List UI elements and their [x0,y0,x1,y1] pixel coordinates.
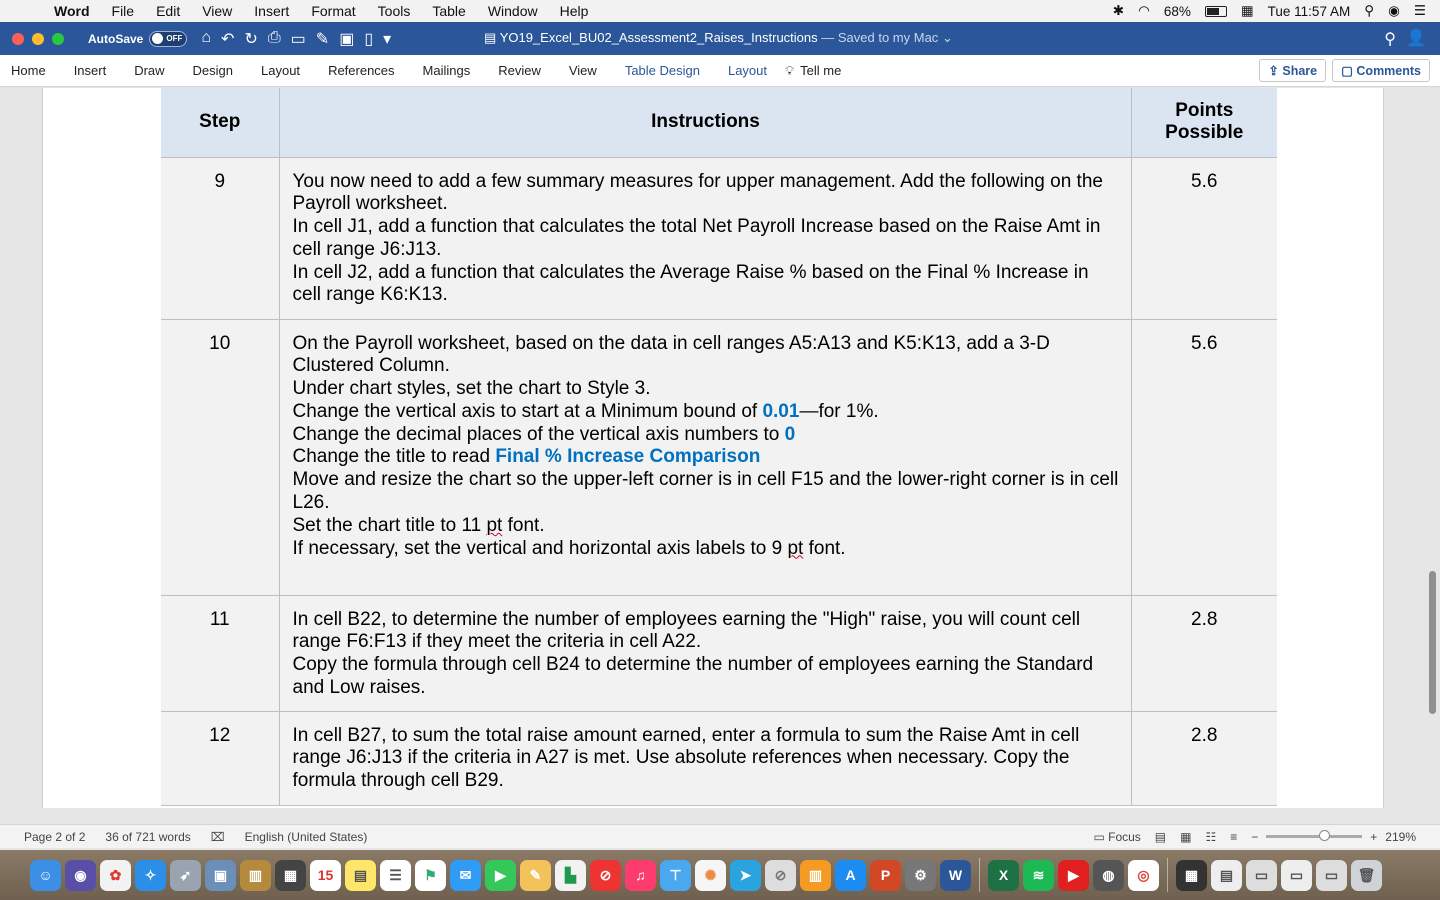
status-bar [0,824,1440,848]
quick-access-toolbar [201,29,391,49]
instruction-cell[interactable] [279,711,1131,805]
tab-table-layout[interactable]: Layout [727,63,768,78]
music-icon[interactable]: ♫ [625,860,656,891]
recent-window-thumbnail[interactable]: ▭ [1246,860,1277,891]
spelling-flag-pt: pt [787,537,804,559]
siri-dock-icon[interactable]: ◉ [65,860,96,891]
zoom-window-button[interactable] [52,33,64,45]
instruction-line [293,515,1119,538]
zoom-level[interactable]: 219% [1385,829,1416,844]
facetime-icon[interactable]: ▶ [485,860,516,891]
title-font-text: Set the chart title to 11 [292,514,487,536]
instruction-line: Move and resize the chart so the upper-left corner is in cell F15 and the lower-right corner is in cell L26. [292,469,1119,514]
share-icon: ⇪ [1268,64,1283,78]
saved-status: — Saved to my Mac [821,30,939,45]
photos-icon[interactable]: ✺ [695,860,726,891]
table-row [161,319,1277,595]
menu-insert[interactable]: Insert [254,3,290,19]
siri-icon[interactable]: ◉ [1388,3,1400,18]
recent-window-thumbnail[interactable]: ▭ [1316,860,1347,891]
instruction-line: You now need to add a few summary measures for upper management. Add the following on the Payroll worksheet. [292,170,1103,215]
tab-home[interactable]: Home [11,63,46,78]
clock[interactable]: Tue 11:57 AM [1267,3,1351,19]
focus-button[interactable] [1093,830,1140,844]
points-value[interactable]: 5.6 [1131,319,1277,595]
title-chevron-down-icon: ⌄ [941,30,953,45]
tab-draw[interactable]: Draw [134,63,165,78]
share-label: Share [1282,64,1318,78]
launchpad-icon[interactable]: ➶ [170,860,201,891]
points-value[interactable]: 2.8 [1131,711,1277,805]
step-number[interactable]: 11 [161,595,279,711]
instruction-line [293,424,1119,447]
tab-design[interactable]: Design [192,63,234,78]
customize-toolbar-icon[interactable]: ▾ [383,30,392,48]
document-area[interactable] [0,88,1440,808]
header-step: Step [161,88,279,157]
finder-icon[interactable]: ☺ [30,860,61,891]
window-controls [0,33,64,45]
zoom-out-icon[interactable]: − [1251,829,1259,844]
instruction-line: Copy the formula through cell B24 to determine the number of employees earning the Standard and Low raises. [292,654,1094,698]
ribbon-actions [1259,59,1440,82]
system-preferences-icon[interactable]: ⚙ [905,860,936,891]
language[interactable]: English (United States) [244,829,368,844]
document-title[interactable] [484,30,953,46]
instruction-cell[interactable] [279,319,1131,595]
excel-icon[interactable]: X [988,860,1019,891]
zoom-slider[interactable] [1266,835,1362,838]
word-doc-icon: ▤ [484,30,497,45]
instruction-line [293,446,1119,469]
powerpoint-icon[interactable]: P [870,860,901,891]
word-titlebar [0,22,1440,55]
menu-view[interactable]: View [202,3,233,19]
chart-title-value: Final % Increase Comparison [495,446,761,468]
spotlight-search-icon[interactable]: ⚲ [1364,3,1375,18]
recent-window-thumbnail[interactable]: ▦ [1176,860,1207,891]
instruction-line: In cell J2, add a function that calculates the Average Raise % based on the Final % Increase in cell range K6:K13. [292,261,1089,306]
safari-icon[interactable]: ✧ [135,860,166,891]
autosave-label: AutoSave [88,31,144,46]
menu-format[interactable]: Format [311,3,356,19]
tab-layout[interactable]: Layout [261,63,301,78]
table-row [161,711,1277,805]
recent-window-thumbnail[interactable]: ▤ [1211,860,1242,891]
outline-view-icon[interactable]: ☷ [1205,829,1217,844]
share-button[interactable] [1259,59,1326,82]
print-icon[interactable]: ⎙ [267,28,281,46]
menu-table[interactable]: Table [432,3,466,19]
edit-icon[interactable]: ✎ [315,30,330,48]
autosave-control [88,31,187,47]
notes-icon[interactable]: ▤ [345,860,376,891]
menu-help[interactable]: Help [559,3,589,19]
reminders-icon[interactable]: ☰ [380,860,411,891]
battery-percent[interactable]: 68% [1163,3,1191,19]
font-suffix: font. [502,514,545,536]
redo-icon[interactable]: ↻ [244,30,258,48]
macos-menubar [0,0,1440,22]
photos-grid-icon[interactable]: ✿ [100,860,131,891]
zoom-control [1251,830,1416,844]
search-icon[interactable]: ⚲ [1384,31,1396,48]
document-name: YO19_Excel_BU02_Assessment2_Raises_Instructions [499,30,818,45]
zoom-slider-thumb[interactable] [1319,830,1330,841]
min-bound-suffix: —for 1%. [799,400,879,422]
no-entry-icon[interactable]: ⊘ [590,860,621,891]
macos-dock [0,850,1440,900]
blocked-app-icon[interactable]: ⊘ [765,860,796,891]
header-points-line1: Points [1175,100,1234,122]
close-window-button[interactable] [12,33,24,45]
zoom-in-icon[interactable]: + [1370,829,1378,844]
proofing-icon[interactable]: ⌧ [210,829,225,844]
instructions-table [161,88,1277,806]
toggle-knob [152,33,163,44]
utility-icon[interactable]: ◍ [1093,860,1124,891]
print-layout-icon[interactable]: ▤ [1154,829,1167,844]
undo-icon[interactable]: ↶ [221,30,235,48]
bluetooth-icon[interactable]: ✱ [1112,3,1125,18]
numbers-icon[interactable]: ▙ [555,860,586,891]
min-bound-value: 0.01 [762,400,800,422]
axis-font-text: If necessary, set the vertical and horizontal axis labels to 9 [292,537,788,559]
word-icon[interactable]: W [940,860,971,891]
spotify-icon[interactable]: ≋ [1023,860,1054,891]
minimize-window-button[interactable] [32,33,44,45]
table-row [161,157,1277,319]
title-text: Change the title to read [292,446,496,468]
decimal-text: Change the decimal places of the vertical axis numbers to [292,423,785,445]
step-number[interactable]: 10 [161,319,279,595]
chrome-icon[interactable]: ◎ [1128,860,1159,891]
page-count[interactable]: Page 2 of 2 [24,829,86,844]
calendar-dock-icon[interactable]: 15 [310,860,341,891]
wifi-icon[interactable]: ◠ [1138,3,1150,18]
autosave-state: OFF [166,34,183,43]
lightbulb-icon: 💡︎ [785,62,795,78]
menu-file[interactable]: File [111,3,135,19]
font-suffix: font. [803,537,846,559]
instruction-cell[interactable] [279,157,1131,319]
keynote-icon[interactable]: ⊤ [660,860,691,891]
dock-separator [1167,858,1168,892]
dock-separator [979,858,980,892]
decimal-value: 0 [784,423,796,445]
header-points-line2: Possible [1165,122,1244,144]
maps-icon[interactable]: ⚑ [415,860,446,891]
focus-icon: ▭ [1093,829,1109,844]
points-value[interactable]: 2.8 [1131,595,1277,711]
step-number[interactable]: 9 [161,157,279,319]
instruction-line: In cell J1, add a function that calculates the total Net Payroll Increase based on the Raise Amt in cell range J6:J13. [292,216,1101,260]
tab-mailings[interactable]: Mailings [422,63,471,78]
document-page[interactable] [42,88,1384,808]
recent-window-thumbnail[interactable]: ▭ [1281,860,1312,891]
menu-window[interactable]: Window [487,3,538,19]
tab-view[interactable]: View [568,63,597,78]
instruction-line: In cell B22, to determine the number of employees earning the "High" raise, you will count cell range F6:F13 if they meet the criteria in cell A22. [292,608,1081,653]
header-instructions: Instructions [279,88,1131,157]
web-layout-icon[interactable]: ▦ [1180,829,1192,844]
header-points-possible [1131,88,1277,157]
notebook-icon[interactable]: ▥ [240,860,271,891]
table-row [161,595,1277,711]
spelling-flag-pt: pt [486,514,503,536]
focus-label: Focus [1108,829,1141,844]
tab-insert[interactable]: Insert [73,63,107,78]
template-icon[interactable]: ▭ [290,30,306,48]
tab-review[interactable]: Review [498,63,541,78]
comments-button[interactable] [1332,59,1430,82]
ribbon-tabs [0,55,1440,87]
instruction-line: Under chart styles, set the chart to Style 3. [292,378,651,400]
tell-me-label: Tell me [800,63,842,78]
tell-me-box[interactable] [781,63,841,79]
draft-view-icon[interactable]: ≡ [1230,829,1238,844]
books-icon[interactable]: ▥ [800,860,831,891]
save-icon[interactable]: ▣ [339,30,355,48]
trash-icon[interactable]: 🗑︎ [1351,860,1382,891]
points-value[interactable]: 5.6 [1131,157,1277,319]
instruction-line [293,538,1119,561]
new-document-icon[interactable]: ▯ [364,30,374,48]
comments-label: Comments [1356,64,1421,78]
app-store-icon[interactable]: A [835,860,866,891]
instruction-line [293,401,1119,424]
battery-icon[interactable] [1205,6,1227,17]
comment-icon: ▢ [1341,64,1357,78]
calendar-icon[interactable]: ▦ [1240,3,1254,18]
instruction-line: In cell B27, to sum the total raise amount earned, enter a formula to sum the Raise Amt in cell range J6:J13 if the criteria in A27 is met. Use absolute references when necessary. Copy the formula through cell B29. [292,724,1080,792]
tab-references[interactable]: References [328,63,395,78]
home-icon[interactable]: ⌂ [201,28,212,46]
pdf-reader-icon[interactable]: ▶ [1058,860,1089,891]
table-header-row [161,88,1277,157]
step-number[interactable]: 12 [161,711,279,805]
instruction-cell[interactable] [279,595,1131,711]
notification-center-icon[interactable]: ☰ [1413,3,1426,18]
word-count[interactable]: 36 of 721 words [105,829,191,844]
calculator-icon[interactable]: ▦ [275,860,306,891]
menu-app-word[interactable]: Word [54,3,90,19]
preview-icon[interactable]: ▣ [205,860,236,891]
menu-tools[interactable]: Tools [377,3,411,19]
min-bound-text: Change the vertical axis to start at a Minimum bound of [292,400,763,422]
pages-icon[interactable]: ✎ [520,860,551,891]
menu-edit[interactable]: Edit [156,3,181,19]
account-icon[interactable]: 👤 [1406,30,1426,47]
tab-table-design[interactable]: Table Design [624,63,700,78]
autosave-toggle[interactable] [149,31,187,47]
vertical-scrollbar-thumb[interactable] [1429,571,1436,714]
messages-icon[interactable]: ✉ [450,860,481,891]
instruction-line: On the Payroll worksheet, based on the data in cell ranges A5:A13 and K5:K13, add a 3-D Clustered Column. [292,332,1050,377]
telegram-icon[interactable]: ➤ [730,860,761,891]
